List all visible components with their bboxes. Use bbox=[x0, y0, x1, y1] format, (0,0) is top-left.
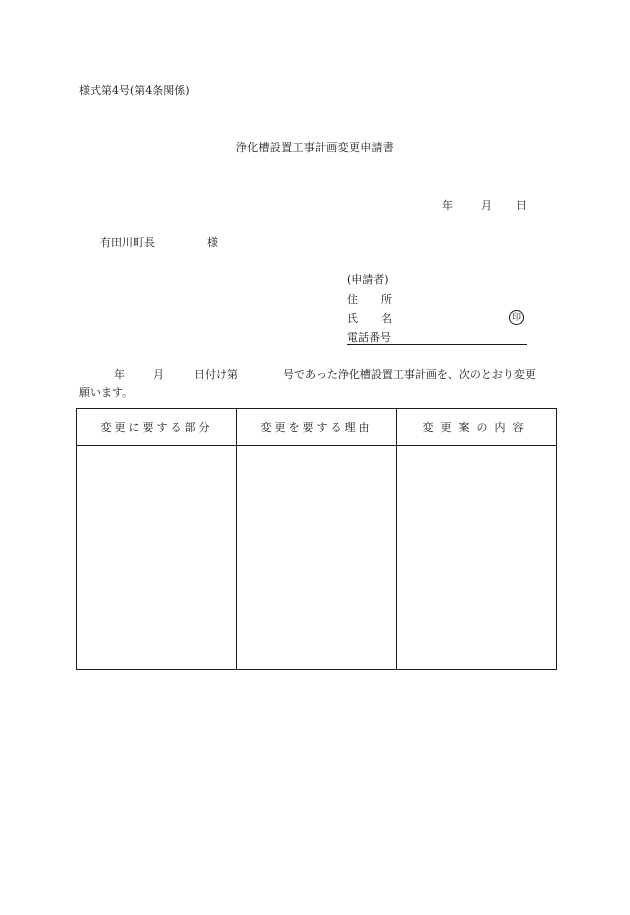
phone-underline bbox=[347, 344, 527, 345]
form-number: 様式第4号(第4条関係) bbox=[79, 84, 190, 97]
header-change-content: 変更案の内容 bbox=[397, 409, 557, 446]
document-title: 浄化槽設置工事計画変更申請書 bbox=[235, 141, 395, 154]
addressee-name: 有田川町長 bbox=[100, 236, 155, 249]
body-dated-no: 日付け第 bbox=[194, 368, 238, 381]
addressee-honorific: 様 bbox=[207, 236, 218, 249]
header-changed-part: 変更に要する部分 bbox=[77, 409, 237, 446]
body-sentence: 号であった浄化槽設置工事計画を、次のとおり変更 bbox=[283, 368, 536, 381]
cell-changed-part[interactable] bbox=[77, 446, 237, 670]
date-month-label: 月 bbox=[481, 199, 492, 212]
cell-change-reason[interactable] bbox=[237, 446, 397, 670]
address-label bbox=[347, 294, 393, 305]
body-text-line-1 bbox=[114, 369, 536, 380]
date-day-label: 日 bbox=[516, 199, 527, 212]
change-details-table bbox=[76, 408, 557, 670]
name-label-char-2: 名 bbox=[381, 312, 392, 325]
address-label-char-1: 住 bbox=[347, 293, 358, 306]
seal-mark: 印 bbox=[509, 310, 524, 325]
name-label-char-1: 氏 bbox=[347, 312, 358, 325]
body-text-line-2: 願います。 bbox=[79, 386, 134, 399]
phone-label: 電話番号 bbox=[347, 331, 391, 344]
applicant-heading: (申請者) bbox=[347, 273, 389, 286]
table-header-row bbox=[77, 409, 557, 446]
body-month: 月 bbox=[153, 368, 164, 381]
header-change-reason: 変更を要する理由 bbox=[237, 409, 397, 446]
body-year: 年 bbox=[114, 368, 125, 381]
date-year-label: 年 bbox=[442, 199, 453, 212]
name-label bbox=[347, 313, 393, 324]
address-label-char-2: 所 bbox=[381, 293, 392, 306]
cell-change-content[interactable] bbox=[397, 446, 557, 670]
table-body-row bbox=[77, 446, 557, 670]
